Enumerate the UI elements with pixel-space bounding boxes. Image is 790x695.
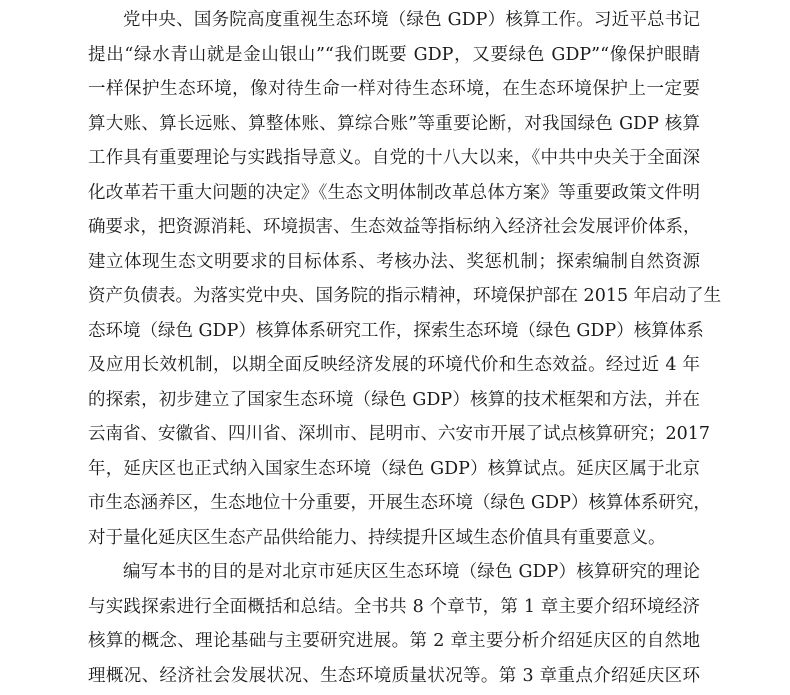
text-line: 党中央、国务院高度重视生态环境（绿色 GDP）核算工作。习近平总书记 — [123, 10, 700, 30]
text-line: 云南省、安徽省、四川省、深圳市、昆明市、六安市开展了试点核算研究；2017 — [88, 424, 711, 444]
text-line: 对于量化延庆区生态产品供给能力、持续提升区域生态价值具有重要意义。 — [88, 527, 666, 548]
text-line: 确要求，把资源消耗、环境损害、生态效益等指标纳入经济社会发展评价体系， — [88, 217, 701, 237]
text-line: 资产负债表。为落实党中央、国务院的指示精神，环境保护部在 2015 年启动了生 — [88, 286, 722, 306]
text-line: 提出“绿水青山就是金山银山”“我们既要 GDP，又要绿色 GDP”“像保护眼睛 — [88, 44, 700, 65]
text-line: 工作具有重要理论与实践指导意义。自党的十八大以来，《中共中央关于全面深 — [88, 148, 700, 168]
text-line: 建立体现生态文明要求的目标体系、考核办法、奖惩机制；探索编制自然资源 — [88, 251, 700, 272]
text-line: 化改革若干重大问题的决定》《生态文明体制改革总体方案》等重要政策文件明 — [88, 182, 700, 203]
text-line: 年，延庆区也正式纳入国家生态环境（绿色 GDP）核算试点。延庆区属于北京 — [88, 458, 700, 479]
text-line: 一样保护生态环境，像对待生命一样对待生态环境，在生态环境保护上一定要 — [88, 79, 700, 99]
text-line: 理概况、经济社会发展状况、生态环境质量状况等。第 3 章重点介绍延庆区环 — [88, 665, 700, 686]
document-page — [88, 0, 722, 693]
text-line: 及应用长效机制，以期全面反映经济发展的环境代价和生态效益。经过近 4 年 — [88, 355, 700, 375]
text-line: 算大账、算长远账、算整体账、算综合账”等重要论断，对我国绿色 GDP 核算 — [88, 113, 700, 134]
text-line: 核算的概念、理论基础与主要研究进展。第 2 章主要分析介绍延庆区的自然地 — [88, 631, 700, 651]
paragraph-1 — [88, 3, 722, 555]
text-line: 编写本书的目的是对北京市延庆区生态环境（绿色 GDP）核算研究的理论 — [123, 562, 700, 582]
text-line: 与实践探索进行全面概括和总结。全书共 8 个章节，第 1 章主要介绍环境经济 — [88, 596, 700, 617]
paragraph-2 — [88, 555, 700, 693]
text-line: 的探索，初步建立了国家生态环境（绿色 GDP）核算的技术框架和方法，并在 — [88, 389, 700, 410]
text-line: 态环境（绿色 GDP）核算体系研究工作，探索生态环境（绿色 GDP）核算体系 — [88, 320, 704, 341]
text-line: 市生态涵养区，生态地位十分重要，开展生态环境（绿色 GDP）核算体系研究， — [88, 493, 711, 513]
